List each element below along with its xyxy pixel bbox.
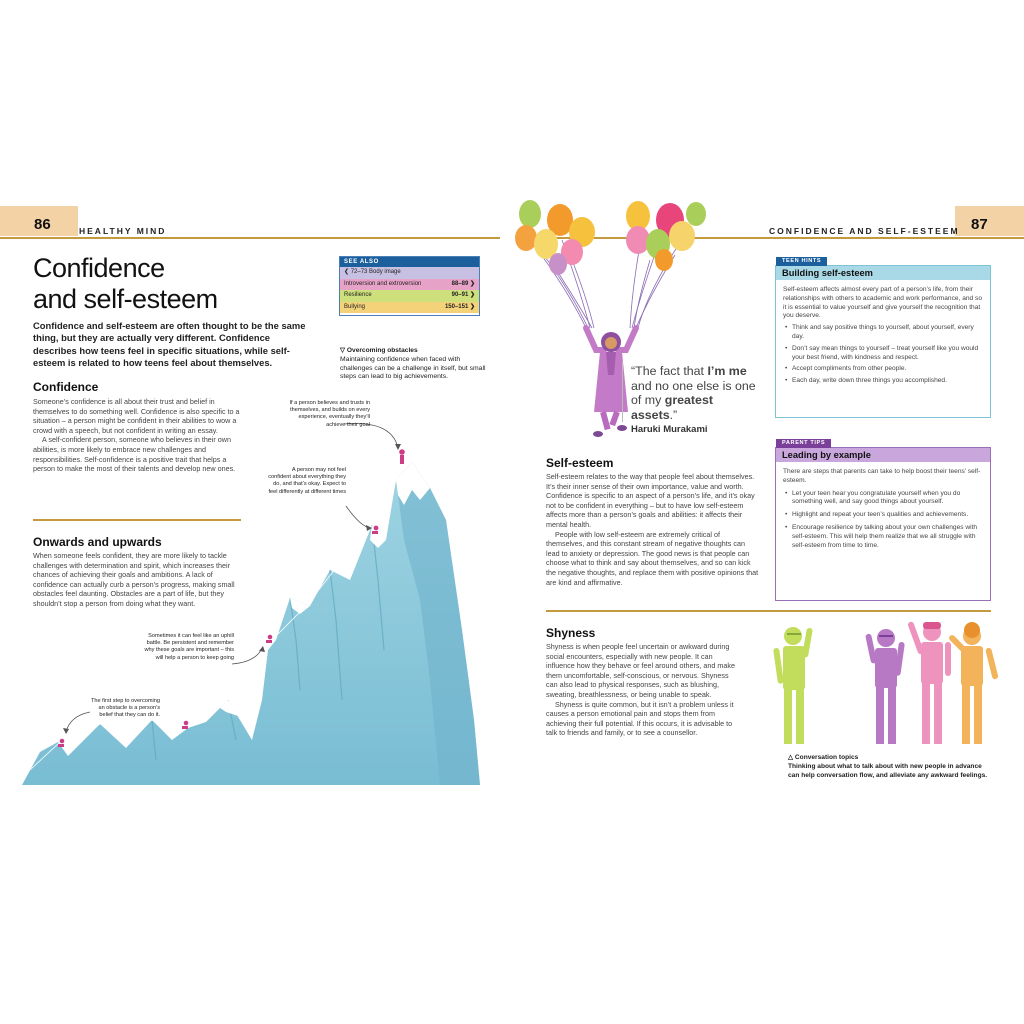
see-also-item-pages: 88–89 ❯ [451,280,475,287]
people-illustration [765,620,1005,750]
title-line-1: Confidence [33,253,165,283]
person-figure [773,627,813,744]
self-esteem-body [546,472,760,587]
parent-tips-title: Leading by example [776,448,990,462]
teen-hints-title: Building self-esteem [776,266,990,280]
balloon-bunch-right [626,201,706,271]
conversation-caption-text: Thinking about what to talk about with new people in advance can help conversation flow, and alleviate any awkward feelings. [788,762,988,779]
person-figure [865,629,905,744]
teen-hints-box [775,258,991,418]
right-running-head: CONFIDENCE AND SELF-ESTEEM [769,226,960,236]
see-also-header: SEE ALSO [340,257,479,267]
teen-hints-item: • Don’t say mean things to yourself – treat yourself like you would your best friend, with kindness and respect. [792,345,983,363]
self-esteem-paragraph-1: Self-esteem relates to the way that people feel about themselves. It’s their inner sense of their own importance, value and worth. Confidence is specific to an aspect of a person’s life, and it’s okay not to be confident in everything – but to have low self-esteem affects more than a person’s goals and abilities: it affects their mental health. [546,472,755,529]
shyness-paragraph-1: Shyness is when people feel uncertain or awkward during social encounters, especially with new people. It can influence how they behave or feel around others, and make them uncomfortable, self-conscious, or nervous. Shyness can also lead to physical responses, such as blushing, sweating, breathlessness, or being unable to speak. [546,642,735,699]
teen-hints-intro: Self-esteem affects almost every part of a person’s life, from their relationships with others to academic and work performance, and so it is essential to value yourself and give yourself the recognition that you deserve. [783,286,983,320]
teen-hints-item: • Think and say positive things to yourself, about yourself, every day. [792,324,983,342]
person-figure [907,621,951,744]
parent-tips-box [775,440,991,601]
self-esteem-heading: Self-esteem [546,456,614,470]
hat-icon [923,622,941,629]
see-also-item-pages: 150–151 ❯ [444,303,475,310]
person-figure [948,627,999,744]
parent-tips-item: • Encourage resilience by talking about your own challenges with self-esteem. This will help them realize that we all struggle with self-esteem from time to time. [792,524,983,550]
quote-emphasis: I’m me [707,364,747,378]
title-line-2: and self-esteem [33,284,218,314]
section-divider [546,610,991,612]
self-esteem-paragraph-2: People with low self-esteem are extremely critical of themselves, and this constant stream of negative thoughts can lead to anxiety or depression. The good news is that people can choose what to think and say about themselves, and so can kick the negative thoughts, and replace them with positive opinions that are kind and affirmative. [546,529,759,587]
quote-text: .” [669,407,678,422]
right-page-number: 87 [971,216,988,233]
pull-quote [631,364,761,438]
parent-tips-item: • Let your teen hear you congratulate yourself when you do something well, and say good things about yourself. [792,490,983,508]
see-also-item-label: ❮ 72–73 Body image [344,269,401,275]
confidence-paragraph-2: A self-confident person, someone who believes in their own abilities, is more likely to embrace new challenges and responsibilities. Self-confidence is a positive trait that helps a person to make the most of their talents and develop new ones. [33,435,236,474]
see-also-item-label: Introversion and extroversion [344,280,422,287]
left-running-head: HEALTHY MIND [79,226,167,236]
right-page-tab [955,206,1024,236]
mountain-note-2: A person may not feel confident about everything they do, and that’s okay. Expect to feel differently at different times [268,467,346,495]
teen-hints-item: • Each day, write down three things you accomplished. [792,377,983,386]
conversation-caption [788,754,993,780]
quote-text: and no one else is one of my [631,378,756,407]
mountain-note-1: If a person believes and trusts in themselves, and builds on every experience, eventually they’ll achieve their goal [289,400,370,428]
balloon-bunch-left [515,200,595,275]
parent-tips-label: PARENT TIPS [776,439,831,448]
quote-rule [622,362,623,422]
see-also-item-label: Bullying [344,303,366,310]
onwards-heading: Onwards and upwards [33,535,162,549]
see-also-item-pages: 90–91 ❯ [451,292,475,298]
confidence-heading: Confidence [33,380,99,394]
onwards-paragraph: When someone feels confident, they are more likely to tackle challenges with determination and spirit, which increases their chances of achieving their goals and ambitions. A lack of confidence can actually curb a person’s progress, making small obstacles feel daunting. Obstacles are a part of life, but they shouldn’t stop a person from doing what they want. [33,551,235,608]
mountain-illustration [0,0,500,800]
parent-tips-item: • Highlight and repeat your teen’s qualities and achievements. [792,511,983,520]
obstacles-caption-text: Maintaining confidence when faced with challenges can be a challenge in itself, but small steps can lead to big achievements. [340,355,486,381]
quote-author: Haruki Murakami [631,424,708,435]
quote-emphasis: greatest assets [631,393,713,422]
teen-hints-body [776,280,990,386]
conversation-caption-title: △ Conversation topics [788,754,859,761]
shyness-body [546,642,742,738]
left-page-number: 86 [34,216,51,233]
mountain-note-4: The first step to overcoming an obstacle is a person’s belief that they can do it. [90,698,160,719]
parent-tips-body [776,462,990,550]
shyness-heading: Shyness [546,626,596,640]
intro-paragraph: Confidence and self-esteem are often thought to be the same thing, but they are actually very different. Confidence describes how teens feel in specific situations, while self-esteem is related to how teens feel about themselves. [33,320,306,368]
parent-tips-intro: There are steps that parents can take to help boost their teens’ self-esteem. [783,468,981,484]
curly-hair-icon [964,622,980,638]
teen-hints-label: TEEN HINTS [776,257,827,266]
quote-text: “The fact that [631,364,708,378]
mountain-note-3: Sometimes it can feel like an uphill battle. Be persistent and remember why these goals are important – this will help a person to keep going [144,633,234,661]
see-also-item-label: Resilience [344,292,372,298]
teen-hints-item: • Accept compliments from other people. [792,365,983,374]
confidence-paragraph-1: Someone’s confidence is all about their trust and belief in themselves to do something well. Confidence is also specific to a situation – a person might be confident in their abilities to wow a crowd with a speech, but not confident in writing an essay. [33,397,240,435]
obstacles-caption-title: ▽ Overcoming obstacles [340,347,418,354]
shyness-paragraph-2: Shyness is quite common, but it isn’t a problem unless it causes a person emotional pain and stops them from achieving their full potential. If this occurs, it is advisable to talk to friends and family, or to see a counsellor. [546,699,734,738]
girl-figure [586,328,636,437]
